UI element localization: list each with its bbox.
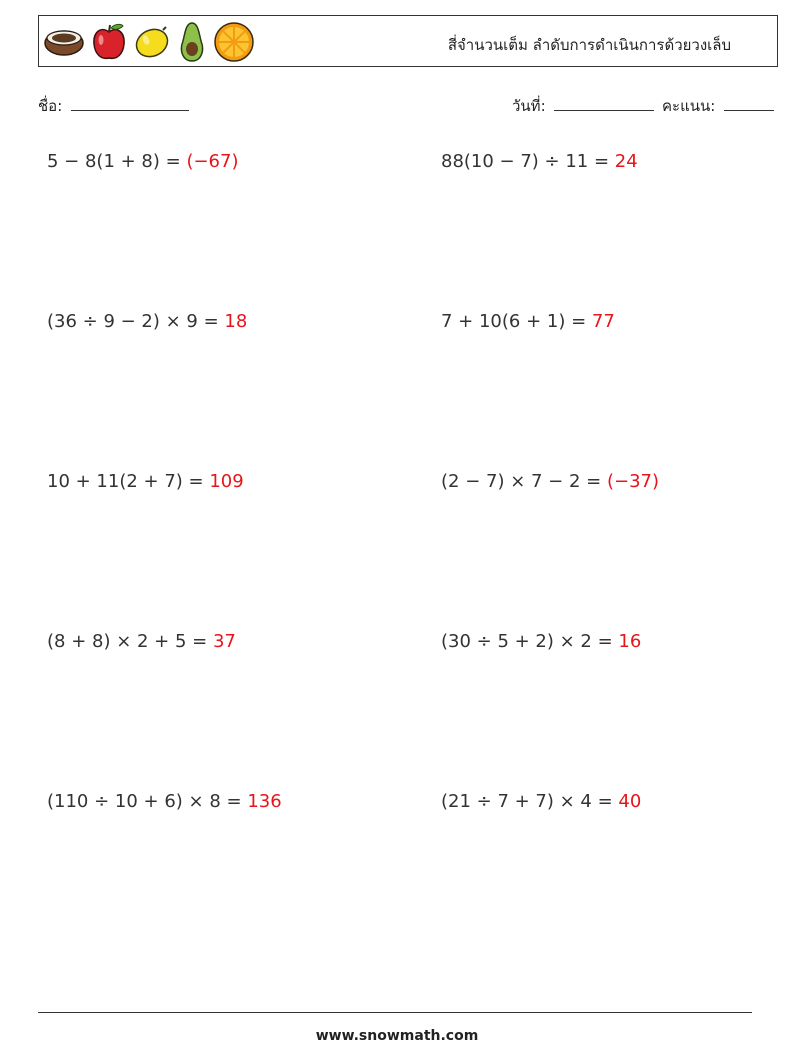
- problem-answer: 18: [224, 311, 248, 332]
- footer-url[interactable]: www.snowmath.com: [315, 1028, 479, 1044]
- problem-answer: 37: [212, 631, 236, 652]
- problem-expression: (2 − 7) × 7 − 2 =: [441, 471, 607, 492]
- apple-icon: [91, 22, 127, 62]
- problem-expression: (30 ÷ 5 + 2) × 2 =: [441, 631, 619, 652]
- fruit-icons: [43, 21, 255, 63]
- problem-2: [441, 151, 638, 172]
- problem-answer: 109: [209, 471, 244, 492]
- orange-slice-icon: [213, 21, 255, 63]
- problem-expression: (8 + 8) × 2 + 5 =: [47, 631, 213, 652]
- problem-answer: 40: [618, 791, 642, 812]
- problem-expression: 7 + 10(6 + 1) =: [441, 311, 592, 332]
- coconut-icon: [43, 26, 85, 58]
- problem-6: [441, 471, 659, 492]
- name-label: ชื่อ:: [38, 97, 63, 115]
- problem-expression: 5 − 8(1 + 8) =: [47, 151, 187, 172]
- problem-8: [441, 631, 641, 652]
- problem-10: [441, 791, 641, 812]
- problem-expression: (36 ÷ 9 − 2) × 9 =: [47, 311, 225, 332]
- avocado-icon: [177, 21, 207, 63]
- date-blank[interactable]: [554, 96, 654, 111]
- problem-answer: 16: [618, 631, 642, 652]
- problem-expression: (110 ÷ 10 + 6) × 8 =: [47, 791, 248, 812]
- problem-expression: 88(10 − 7) ÷ 11 =: [441, 151, 615, 172]
- problem-expression: 10 + 11(2 + 7) =: [47, 471, 210, 492]
- problem-answer: 77: [591, 311, 615, 332]
- problem-9: [47, 791, 282, 812]
- worksheet-title: สี่จำนวนเต็ม ลำดับการดำเนินการด้วยวงเล็บ: [447, 36, 731, 54]
- name-blank[interactable]: [71, 96, 189, 111]
- header-box: [38, 15, 778, 67]
- problem-5: [47, 471, 244, 492]
- problem-3: [47, 311, 247, 332]
- score-blank[interactable]: [724, 96, 774, 111]
- date-field: [512, 94, 654, 118]
- problem-expression: (21 ÷ 7 + 7) × 4 =: [441, 791, 619, 812]
- problem-4: [441, 311, 615, 332]
- date-label: วันที่:: [512, 97, 546, 115]
- problem-answer: (−37): [606, 471, 659, 492]
- name-field: [38, 94, 189, 118]
- score-field: [662, 94, 774, 118]
- footer-divider: [38, 1012, 752, 1013]
- lemon-icon: [133, 24, 171, 60]
- problem-answer: (−67): [186, 151, 239, 172]
- problem-1: [47, 151, 238, 172]
- problem-answer: 24: [614, 151, 638, 172]
- problem-answer: 136: [247, 791, 282, 812]
- score-label: คะแนน:: [662, 97, 716, 115]
- problem-7: [47, 631, 236, 652]
